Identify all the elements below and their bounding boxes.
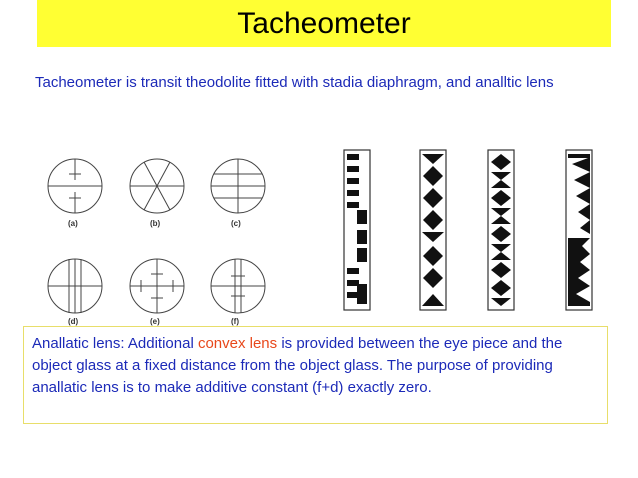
diaphragm-d <box>48 259 102 313</box>
staff-3 <box>488 150 514 310</box>
intro-text: Tacheometer is transit theodolite fitted with stadia diaphragm, and analltic lens <box>35 74 554 91</box>
note-text-before: Anallatic lens: Additional <box>32 335 198 352</box>
label-e: (e) <box>150 317 160 326</box>
label-d: (d) <box>68 317 79 326</box>
diaphragm-c <box>211 159 265 213</box>
label-f: (f) <box>231 317 239 326</box>
staff-2 <box>420 150 446 310</box>
diaphragm-f <box>211 259 265 313</box>
stadia-staves <box>330 148 612 314</box>
diaphragm-a <box>48 159 102 213</box>
staff-1 <box>344 150 370 310</box>
label-c: (c) <box>231 219 241 228</box>
slide-title: Tacheometer <box>237 6 411 40</box>
diaphragm-b <box>130 159 184 213</box>
note-highlight-convex-lens: convex lens <box>197 335 278 352</box>
staff-4 <box>566 150 592 310</box>
title-bar <box>37 0 611 47</box>
diaphragm-figures <box>30 138 285 328</box>
label-a: (a) <box>68 219 78 228</box>
label-b: (b) <box>150 219 161 228</box>
anallatic-note <box>23 326 608 424</box>
diaphragm-e <box>130 259 184 313</box>
note-text-after: is provided between the eye piece and the object glass at a fixed distance from the object glass. The purpose of providing anallatic lens is to make additive constant (f+d) exactly zero. <box>32 335 563 396</box>
